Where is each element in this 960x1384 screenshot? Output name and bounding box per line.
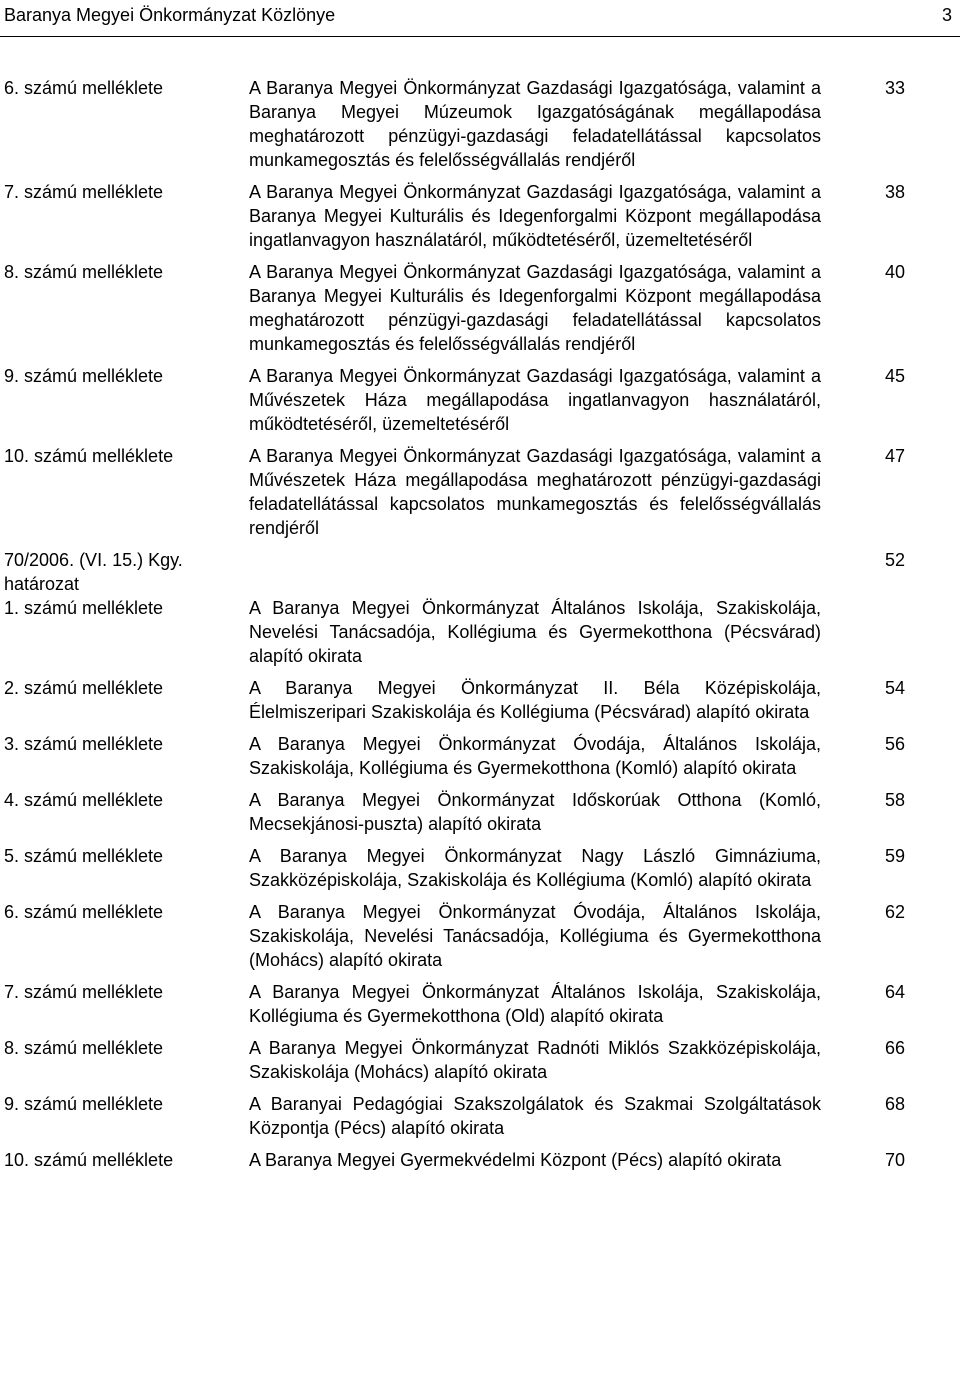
toc-entry <box>0 900 960 972</box>
toc-entry <box>0 676 960 724</box>
toc-entry <box>0 260 960 356</box>
entry-text: A Baranya Megyei Önkormányzat Időskorúak Otthona (Komló, Mecsekjánosi-puszta) alapító okirata <box>249 790 821 834</box>
entry-page: 45 <box>885 366 906 386</box>
entry-page: 54 <box>885 678 906 698</box>
entry-text: A Baranya Megyei Önkormányzat Általános Iskolája, Szakiskolája, Nevelési Tanácsadója, Kollégiuma és Gyermekotthona (Pécsvárad) alapító okirata <box>249 598 821 666</box>
entry-page: 68 <box>885 1094 906 1114</box>
entry-label: 9. számú melléklete <box>4 1094 164 1114</box>
entry-text: A Baranya Megyei Önkormányzat Óvodája, Általános Iskolája, Szakiskolája, Kollégiuma és Gyermekotthona (Komló) alapító okirata <box>249 734 821 778</box>
entry-label: 6. számú melléklete <box>4 902 164 922</box>
entry-page: 56 <box>885 734 906 754</box>
entry-label: 7. számú melléklete <box>4 182 164 202</box>
entry-page: 62 <box>885 902 906 922</box>
entry-text: A Baranyai Pedagógiai Szakszolgálatok és Szakmai Szolgáltatások Központja (Pécs) alapító okirata <box>249 1094 821 1138</box>
toc-entry <box>0 788 960 836</box>
resolution-label: 70/2006. (VI. 15.) Kgy. határozat <box>4 550 183 594</box>
entry-page: 64 <box>885 982 906 1002</box>
entry-label: 10. számú melléklete <box>4 1150 174 1170</box>
publication-title: Baranya Megyei Önkormányzat Közlönye <box>4 5 336 25</box>
toc-entry <box>0 1148 960 1172</box>
resolution-page: 52 <box>885 550 906 570</box>
toc-entry <box>0 76 960 172</box>
entry-text: A Baranya Megyei Önkormányzat Nagy László Gimnáziuma, Szakközépiskolája, Szakiskolája és Kollégiuma (Komló) alapító okirata <box>249 846 821 890</box>
entry-label: 1. számú melléklete <box>4 598 164 618</box>
entry-text: A Baranya Megyei Gyermekvédelmi Központ (Pécs) alapító okirata <box>249 1150 782 1170</box>
entry-page: 40 <box>885 262 906 282</box>
entry-page: 38 <box>885 182 906 202</box>
entry-text: A Baranya Megyei Önkormányzat Gazdasági Igazgatósága, valamint a Baranya Megyei Kulturális és Idegenforgalmi Központ megállapodása ingatlanvagyon használatáról, működtetéséről, üzemeltetéséről <box>249 182 821 250</box>
toc-entry <box>0 180 960 252</box>
header-page-number: 3 <box>941 5 952 25</box>
entry-page: 58 <box>885 790 906 810</box>
toc-entry <box>0 732 960 780</box>
entry-page: 33 <box>885 78 906 98</box>
entry-label: 5. számú melléklete <box>4 846 164 866</box>
entry-text: A Baranya Megyei Önkormányzat Gazdasági Igazgatósága, valamint a Művészetek Háza megállapodása ingatlanvagyon használatáról, működtetéséről, üzemeltetéséről <box>249 366 821 434</box>
entry-text: A Baranya Megyei Önkormányzat Általános Iskolája, Szakiskolája, Kollégiuma és Gyermekotthona (Old) alapító okirata <box>249 982 821 1026</box>
entry-label: 6. számú melléklete <box>4 78 164 98</box>
table-of-contents <box>0 76 960 1180</box>
entry-text: A Baranya Megyei Önkormányzat II. Béla Középiskolája, Élelmiszeripari Szakiskolája és Kollégiuma (Pécsvárad) alapító okirata <box>249 678 821 722</box>
entry-page: 70 <box>885 1150 906 1170</box>
entry-page: 59 <box>885 846 906 866</box>
entry-text: A Baranya Megyei Önkormányzat Gazdasági Igazgatósága, valamint a Baranya Megyei Kulturális és Idegenforgalmi Központ megállapodása meghatározott pénzügyi-gazdasági feladatellátással kapcsolatos munkamegosztás és felelősségvállalás rendjéről <box>249 262 821 354</box>
entry-label: 2. számú melléklete <box>4 678 164 698</box>
toc-entry <box>0 596 960 668</box>
entry-text: A Baranya Megyei Önkormányzat Óvodája, Általános Iskolája, Szakiskolája, Nevelési Tanácsadója, Kollégiuma és Gyermekotthona (Mohács) alapító okirata <box>249 902 821 970</box>
toc-entry <box>0 444 960 540</box>
toc-entry <box>0 980 960 1028</box>
entry-label: 7. számú melléklete <box>4 982 164 1002</box>
entry-label: 8. számú melléklete <box>4 262 164 282</box>
entry-label: 3. számú melléklete <box>4 734 164 754</box>
toc-entry <box>0 364 960 436</box>
entry-page: 66 <box>885 1038 906 1058</box>
entry-label: 4. számú melléklete <box>4 790 164 810</box>
entry-label: 9. számú melléklete <box>4 366 164 386</box>
entry-text: A Baranya Megyei Önkormányzat Gazdasági Igazgatósága, valamint a Baranya Megyei Múzeumok Igazgatóságának megállapodása meghatározott pénzügyi-gazdasági feladatellátással kapcsolatos munkamegosztás és felelősségvállalás rendjéről <box>249 78 821 170</box>
entry-page: 47 <box>885 446 906 466</box>
toc-entry <box>0 1092 960 1140</box>
entry-label: 10. számú melléklete <box>4 446 174 466</box>
page-header <box>0 0 960 37</box>
resolution-heading <box>0 548 960 596</box>
toc-entry <box>0 1036 960 1084</box>
entry-text: A Baranya Megyei Önkormányzat Radnóti Miklós Szakközépiskolája, Szakiskolája (Mohács) alapító okirata <box>249 1038 821 1082</box>
entry-text: A Baranya Megyei Önkormányzat Gazdasági Igazgatósága, valamint a Művészetek Háza megállapodása meghatározott pénzügyi-gazdasági feladatellátással kapcsolatos munkamegosztás és felelősségvállalás rendjéről <box>249 446 821 538</box>
toc-entry <box>0 844 960 892</box>
entry-label: 8. számú melléklete <box>4 1038 164 1058</box>
